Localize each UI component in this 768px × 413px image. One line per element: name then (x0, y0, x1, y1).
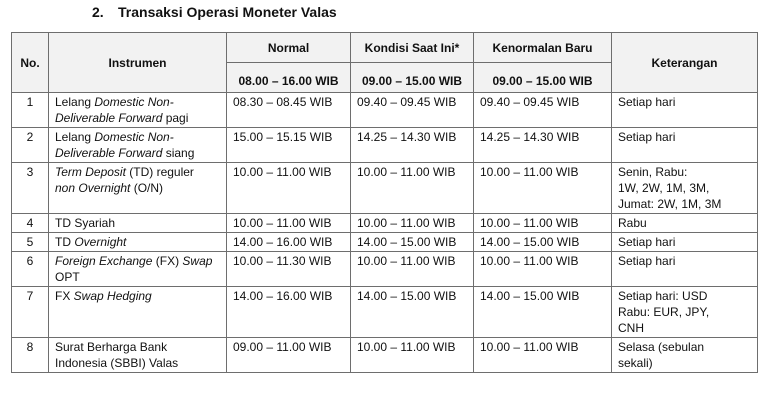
kondisi-hours-cell: 10.00 – 11.00 WIB (351, 214, 474, 233)
kondisi-hours-cell: 14.00 – 15.00 WIB (351, 233, 474, 252)
instrument-cell: FX Swap Hedging (49, 287, 227, 338)
section-heading (92, 4, 337, 20)
keterangan-cell: Setiap hari: USD Rabu: EUR, JPY, CNH (612, 287, 758, 338)
kenormalan-hours-cell: 14.00 – 15.00 WIB (474, 287, 612, 338)
kondisi-hours-cell: 14.00 – 15.00 WIB (351, 287, 474, 338)
keterangan-cell: Rabu (612, 214, 758, 233)
table-row (12, 338, 758, 373)
instrument-cell: Term Deposit (TD) reguler non Overnight (O/N) (49, 163, 227, 214)
normal-hours-cell: 08.30 – 08.45 WIB (227, 93, 351, 128)
header-instrumen: Instrumen (49, 33, 227, 93)
table-row (12, 128, 758, 163)
kondisi-hours-cell: 10.00 – 11.00 WIB (351, 252, 474, 287)
operations-table (11, 32, 758, 373)
section-title: Transaksi Operasi Moneter Valas (118, 4, 337, 20)
kenormalan-hours-cell: 14.00 – 15.00 WIB (474, 233, 612, 252)
kenormalan-hours-cell: 10.00 – 11.00 WIB (474, 163, 612, 214)
normal-hours-cell: 14.00 – 16.00 WIB (227, 233, 351, 252)
normal-hours-cell: 09.00 – 11.00 WIB (227, 338, 351, 373)
kenormalan-hours-cell: 10.00 – 11.00 WIB (474, 214, 612, 233)
section-number: 2. (92, 4, 104, 20)
row-number: 8 (12, 338, 49, 373)
keterangan-cell: Setiap hari (612, 93, 758, 128)
header-no: No. (12, 33, 49, 93)
kenormalan-hours-cell: 14.25 – 14.30 WIB (474, 128, 612, 163)
row-number: 5 (12, 233, 49, 252)
kondisi-hours-cell: 10.00 – 11.00 WIB (351, 338, 474, 373)
row-number: 7 (12, 287, 49, 338)
kenormalan-hours-cell: 09.40 – 09.45 WIB (474, 93, 612, 128)
header-keterangan: Keterangan (612, 33, 758, 93)
normal-hours-cell: 10.00 – 11.30 WIB (227, 252, 351, 287)
normal-hours-cell: 10.00 – 11.00 WIB (227, 163, 351, 214)
kondisi-hours-cell: 09.40 – 09.45 WIB (351, 93, 474, 128)
instrument-cell: TD Overnight (49, 233, 227, 252)
table-row (12, 252, 758, 287)
header-kenormalan: Kenormalan Baru (474, 33, 612, 63)
row-number: 2 (12, 128, 49, 163)
row-number: 4 (12, 214, 49, 233)
instrument-cell: TD Syariah (49, 214, 227, 233)
row-number: 6 (12, 252, 49, 287)
instrument-cell: Lelang Domestic Non- Deliverable Forward siang (49, 128, 227, 163)
kondisi-hours-cell: 10.00 – 11.00 WIB (351, 163, 474, 214)
table-row (12, 233, 758, 252)
header-kondisi: Kondisi Saat Ini* (351, 33, 474, 63)
instrument-cell: Lelang Domestic Non- Deliverable Forward pagi (49, 93, 227, 128)
keterangan-cell: Setiap hari (612, 128, 758, 163)
keterangan-cell: Setiap hari (612, 233, 758, 252)
header-normal: Normal (227, 33, 351, 63)
kenormalan-hours-cell: 10.00 – 11.00 WIB (474, 338, 612, 373)
table-row (12, 163, 758, 214)
table-row (12, 93, 758, 128)
keterangan-cell: Selasa (sebulan sekali) (612, 338, 758, 373)
header-kondisi-hours: 09.00 – 15.00 WIB (351, 63, 474, 93)
kondisi-hours-cell: 14.25 – 14.30 WIB (351, 128, 474, 163)
row-number: 3 (12, 163, 49, 214)
kenormalan-hours-cell: 10.00 – 11.00 WIB (474, 252, 612, 287)
header-kenormalan-hours: 09.00 – 15.00 WIB (474, 63, 612, 93)
normal-hours-cell: 10.00 – 11.00 WIB (227, 214, 351, 233)
header-normal-hours: 08.00 – 16.00 WIB (227, 63, 351, 93)
keterangan-cell: Setiap hari (612, 252, 758, 287)
table-row (12, 287, 758, 338)
normal-hours-cell: 14.00 – 16.00 WIB (227, 287, 351, 338)
table-row (12, 214, 758, 233)
keterangan-cell: Senin, Rabu: 1W, 2W, 1M, 3M, Jumat: 2W, 1M, 3M (612, 163, 758, 214)
instrument-cell: Surat Berharga Bank Indonesia (SBBI) Valas (49, 338, 227, 373)
instrument-cell: Foreign Exchange (FX) Swap OPT (49, 252, 227, 287)
row-number: 1 (12, 93, 49, 128)
normal-hours-cell: 15.00 – 15.15 WIB (227, 128, 351, 163)
